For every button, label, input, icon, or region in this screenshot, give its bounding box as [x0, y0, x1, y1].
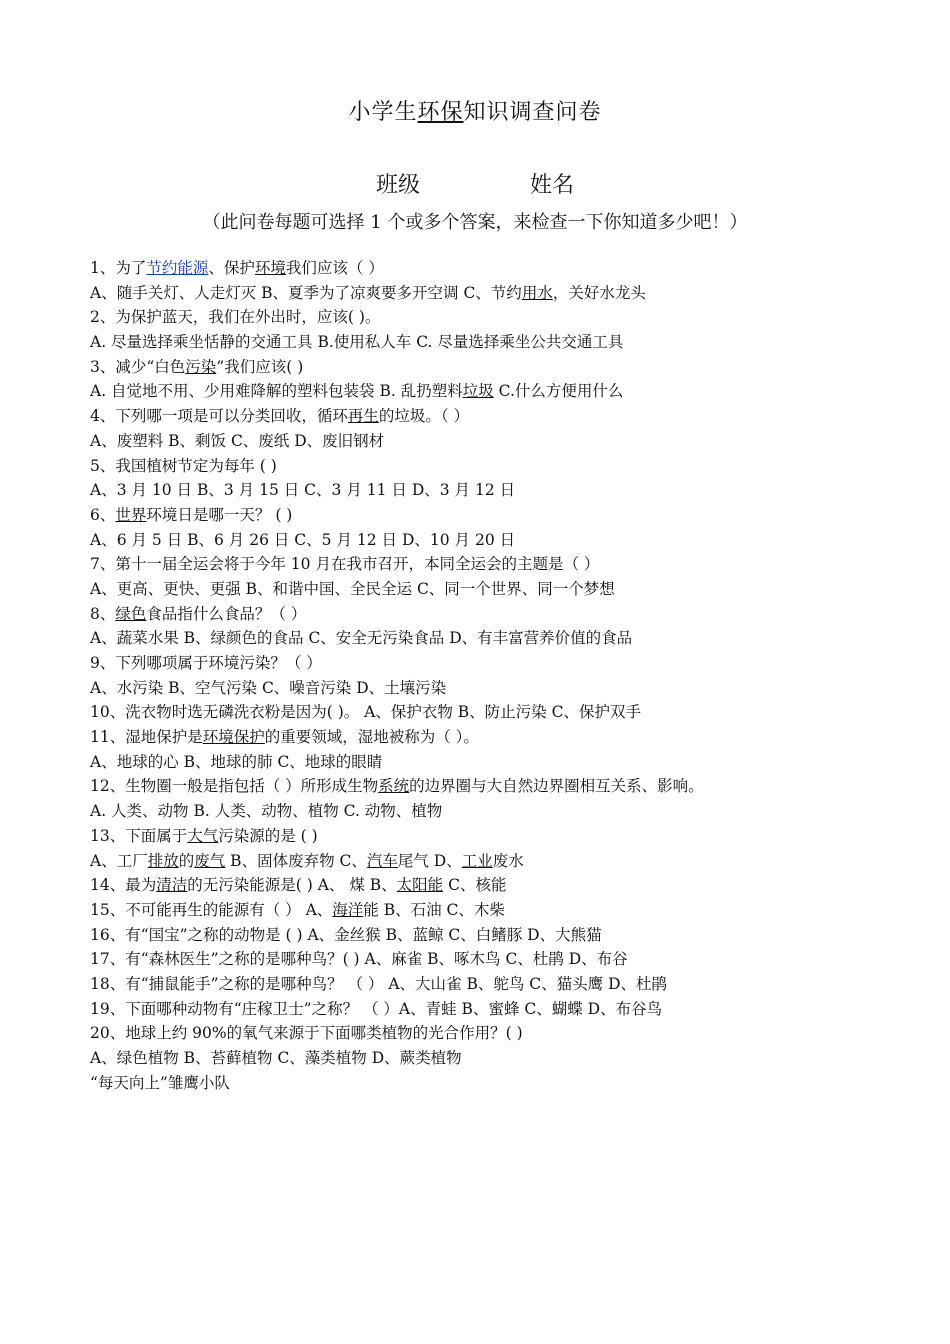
question-line	[90, 725, 940, 750]
line-text: ”我们应该( )	[216, 357, 304, 376]
line-text: 、保护	[208, 259, 255, 277]
line-text: 4、下列哪一项是可以分类回收，循环	[90, 407, 348, 426]
line-text: 的边界圈与大自然边界圈相互关系、影响。	[409, 777, 704, 796]
line-text: A、3 月 10 日 B、3 月 15 日 C、3 月 11 日 D、3 月 12 日	[90, 481, 516, 500]
question-line	[90, 1046, 940, 1071]
underlined-term: 海洋	[332, 900, 364, 919]
line-text: 污染源的是 ( )	[218, 826, 318, 845]
question-line	[90, 799, 940, 824]
question-line	[90, 281, 940, 306]
question-line	[90, 923, 940, 948]
line-text: 2、为保护蓝天，我们在外出时，应该( )。	[90, 308, 381, 327]
question-line	[90, 355, 940, 380]
question-line	[90, 552, 940, 577]
line-text: A、水污染 B、空气污染 C、噪音污染 D、土壤污染	[90, 678, 447, 697]
instruction-note: （此问卷每题可选择 1 个或多个答案，来检查一下你知道多少吧！）	[202, 212, 748, 233]
question-line	[90, 429, 940, 454]
title-pre: 小学生	[348, 100, 418, 125]
line-text: A、随手关灯、人走灯灭 B、夏季为了凉爽要多开空调 C、节约	[90, 283, 522, 302]
question-line	[90, 651, 940, 676]
line-text: 的	[178, 851, 195, 870]
line-text: 3、减少“白色	[90, 357, 186, 376]
line-text: 10、洗衣物时选无磷洗衣粉是因为( )。 A、保护衣物 B、防止污染 C、保护双手	[90, 703, 641, 722]
line-text: A、废塑料 B、剩饭 C、废纸 D、废旧钢材	[90, 431, 385, 450]
line-text: A、6 月 5 日 B、6 月 26 日 C、5 月 12 日 D、10 月 20 日	[90, 530, 516, 549]
line-text: 18、有“捕鼠能手”之称的是哪种鸟？ （ ） A、大山雀 B、鸵鸟 C、猫头鹰 D、杜鹃	[90, 974, 668, 993]
question-line	[90, 602, 940, 627]
line-text: 19、下面哪种动物有“庄稼卫士”之称？ （ ）A、青蛙 B、蜜蜂 C、蝴蝶 D、布谷鸟	[90, 999, 663, 1018]
question-line	[90, 404, 940, 429]
name-label: 姓名	[530, 173, 575, 198]
question-line	[90, 774, 940, 799]
question-line	[90, 256, 940, 281]
underlined-term: 绿色	[115, 604, 147, 623]
line-text: C、核能	[443, 876, 507, 895]
question-line	[90, 947, 940, 972]
question-line	[90, 379, 940, 404]
line-text: A、蔬菜水果 B、绿颜色的食品 C、安全无污染食品 D、有丰富营养价值的食品	[90, 629, 633, 648]
underlined-term: 再生	[347, 407, 379, 426]
line-text: 13、下面属于	[90, 826, 188, 845]
line-text: A、绿色植物 B、苔藓植物 C、藻类植物 D、蕨类植物	[90, 1049, 462, 1067]
class-label: 班级	[375, 173, 420, 198]
line-text: 能 B、石油 C、木柴	[363, 900, 505, 919]
line-text: 20、地球上约 90%的氧气来源于下面哪类植物的光合作用？( )	[90, 1024, 523, 1043]
underlined-term: 世界	[115, 505, 147, 524]
line-text: 环境日是哪一天？ ( )	[146, 505, 293, 524]
question-line	[90, 478, 940, 503]
underlined-term: 垃圾	[462, 382, 494, 401]
question-line	[90, 305, 940, 330]
question-line	[90, 528, 940, 553]
underlined-term: 工业	[461, 851, 493, 870]
question-line	[90, 676, 940, 701]
line-text: ，关好水龙头	[552, 283, 646, 302]
title-post: 知识调查问卷	[463, 100, 602, 125]
question-line	[90, 997, 940, 1022]
question-line	[90, 1021, 940, 1046]
line-text: 7、第十一届全运会将于今年 10 月在我市召开，本同全运会的主题是（ ）	[90, 555, 600, 574]
line-text: 12、生物圈一般是指包括（ ）所形成生物	[90, 777, 379, 796]
underlined-term: 污染	[185, 357, 217, 376]
line-text: 尾气 D、	[397, 851, 462, 870]
line-text: A. 自觉地不用、少用难降解的塑料包装袋 B. 乱扔塑料	[90, 382, 463, 401]
line-text: 8、	[90, 604, 116, 623]
class-name-line	[0, 168, 950, 199]
line-text: 15、不可能再生的能源有（ ） A、	[90, 900, 333, 919]
line-text: 5、我国植树节定为每年 ( )	[90, 456, 277, 475]
line-text: 17、有“森林医生”之称的是哪种鸟？( ) A、麻雀 B、啄木鸟 C、杜鹃 D、布谷	[90, 950, 628, 969]
line-text: 11、湿地保护是	[90, 728, 203, 747]
underlined-term: 太阳能	[396, 876, 444, 895]
question-line	[90, 972, 940, 997]
line-text: A、地球的心 B、地球的肺 C、地球的眼睛	[90, 752, 383, 771]
question-line	[90, 898, 940, 923]
question-list	[90, 256, 940, 1095]
underlined-term: 废气	[194, 851, 226, 870]
line-text: 的无污染能源是( ) A、 煤 B、	[187, 876, 397, 895]
underlined-term: 清洁	[156, 876, 188, 895]
line-text: A. 人类、动物 B. 人类、动物、植物 C. 动物、植物	[90, 802, 443, 821]
line-text: A、工厂	[90, 851, 148, 870]
line-text: 的垃圾。（ ）	[378, 407, 470, 426]
question-line	[90, 873, 940, 898]
question-line	[90, 700, 940, 725]
underlined-term: 大气	[187, 826, 219, 845]
line-text: 废水	[492, 851, 524, 870]
line-text: 16、有“国宝”之称的动物是 ( ) A、金丝猴 B、蓝鲸 C、白鳍豚 D、大熊猫	[90, 925, 602, 944]
question-line	[90, 454, 940, 479]
line-text: 1、为了	[90, 259, 147, 277]
line-text: 的重要领域，湿地被称为（ ）。	[264, 728, 479, 747]
underlined-term: 用水	[521, 283, 553, 302]
line-text: A. 尽量选择乘坐恬静的交通工具 B.使用私人车 C. 尽量选择乘坐公共交通工具	[90, 333, 624, 352]
question-line	[90, 330, 940, 355]
line-text: 9、下列哪项属于环境污染？（ ）	[90, 654, 322, 672]
underlined-term: 排放	[147, 851, 179, 870]
line-text: A、更高、更快、更强 B、和谐中国、全民全运 C、同一个世界、同一个梦想	[90, 579, 615, 598]
underlined-term: 汽车	[366, 851, 398, 870]
question-line	[90, 626, 940, 651]
underlined-term: 系统	[378, 777, 410, 796]
line-text: 我们应该（ ）	[285, 259, 384, 277]
title-underlined: 环保	[417, 100, 464, 125]
underlined-term: 环境保护	[202, 728, 265, 747]
question-line	[90, 503, 940, 528]
question-line	[90, 1071, 940, 1096]
question-line	[90, 577, 940, 602]
question-line	[90, 849, 940, 874]
question-line	[90, 750, 940, 775]
question-line	[90, 824, 940, 849]
line-text: 食品指什么食品？（ ）	[146, 604, 307, 623]
underlined-term: 环境	[254, 259, 286, 277]
line-text: “每天向上”雏鹰小队	[90, 1073, 230, 1092]
line-text: 14、最为	[90, 876, 157, 895]
line-text: C.什么方便用什么	[493, 382, 624, 401]
text-link[interactable]: 节约能源	[146, 259, 209, 277]
line-text: B、固体废弃物 C、	[225, 851, 367, 870]
line-text: 6、	[90, 505, 116, 524]
page-title	[0, 95, 950, 126]
